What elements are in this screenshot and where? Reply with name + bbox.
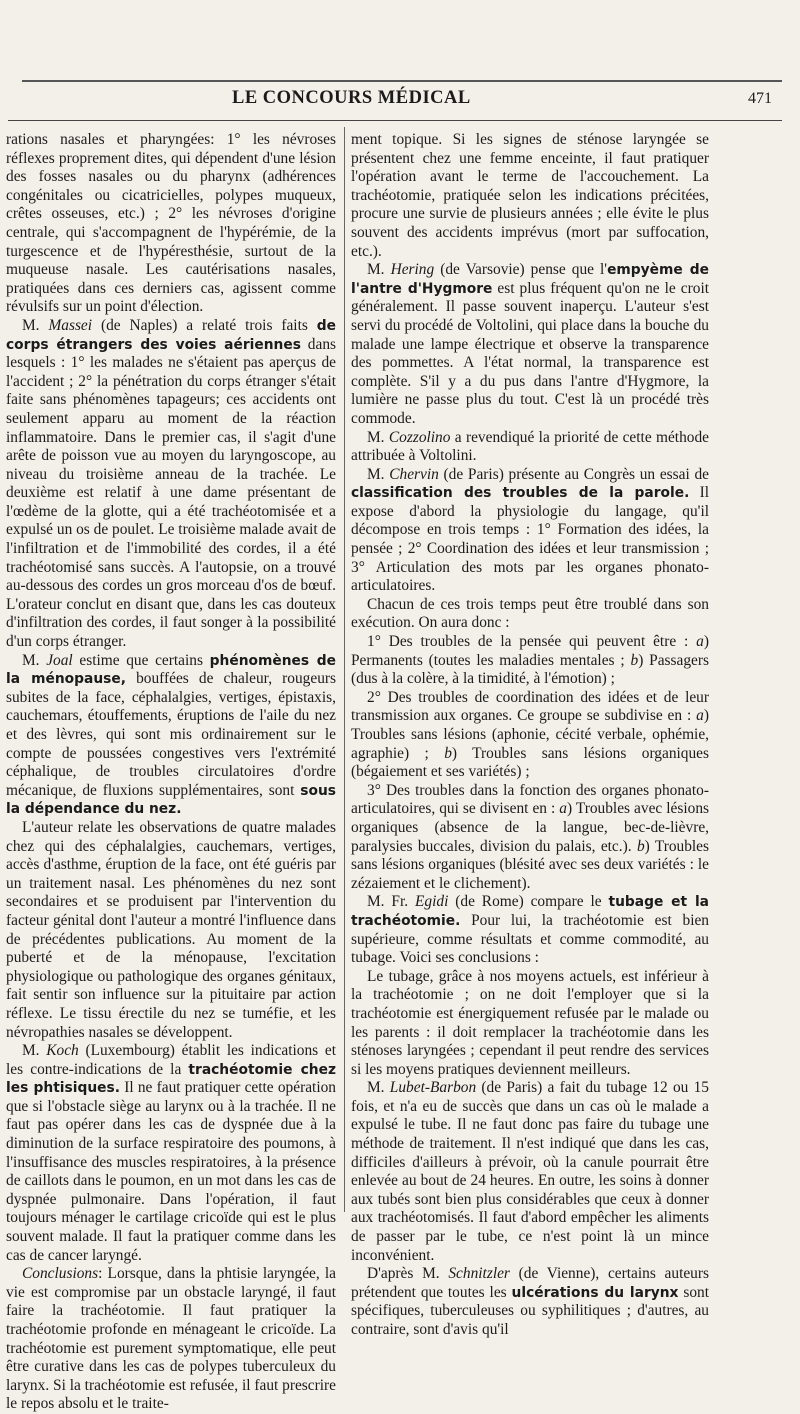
topic-heading: sous la dépendance du nez.	[6, 782, 336, 818]
paragraph-hering: M. Hering (de Varsovie) pense que l'empyème de l'antre d'Hygmore est plus fréquent qu'on ne le croit généralement. Il passe souvent inaperçu. L'auteur s'est servi du procédé de Voltolini, qui place dans la bouche du malade une lampe électrique et observe la transparence des pommettes. A l'état normal, la transparence est complète. S'il y a du pus dans l'antre d'Hygmore, la lumière ne passe plus du tout. C'est là un procédé très commode.	[351, 261, 709, 427]
author-name: Joal	[46, 651, 73, 669]
paragraph-lubet-barbon: M. Lubet-Barbon (de Paris) a fait du tubage 12 ou 15 fois, et n'a eu de succès que dans un cas où le malade a expulsé le tube. Il ne faut donc pas faire du tubage une méthode de traitement. Il n'est indiqué que dans les cas, difficiles d'ailleurs à prévoir, où la canule pourrait être enlevée au bout de 24 heures. En outre, les soins à donner aux tubés sont bien plus considérables que ceux à donner aux trachéotomisés. Il faut d'abord empêcher les aliments de passer par le tube, ce n'est point là un mince inconvénient.	[351, 1079, 709, 1264]
paragraph-three-phases: Chacun de ces trois temps peut être troublé dans son exécution. On aura donc :	[351, 595, 709, 632]
paragraph-thought-troubles: 1° Des troubles de la pensée qui peuvent être : a) Permanents (toutes les maladies mentales ; b) Passagers (dus à la colère, à la timidité, à l'émotion) ;	[351, 633, 709, 688]
paragraph-continuation: ment topique. Si les signes de sténose laryngée se présentent chez une femme enceinte, il faut pratiquer l'opération avant le terme de l'accouchement. La trachéotomie, pratiquée selon les indications précitées, procure une survie de plusieurs années ; elle évite le plus souvent des accidents imprévus (mort par suffocation, etc.).	[351, 131, 709, 260]
paragraph-coordination-troubles: 2° Des troubles de coordination des idées et de leur transmission aux organes. Ce groupe se subdivise en : a) Troubles sans lésions (aphonie, cécité verbale, ophémie, agraphie) ; b) Troubles sans lésions organiques (bégaiement et ses variétés) ;	[351, 688, 710, 781]
author-name: Schnitzler	[448, 1265, 510, 1283]
paragraph-chervin: M. Chervin (de Paris) présente au Congrès un essai de classification des troubles de la parole. Il expose d'abord la physiologie du langage, qu'il décompose en trois temps : 1° Formation des idées, la pensée ; 2° Coordination des idées et leur transmission ; 3° Articulation des mots par les organes phonato-articulatoires.	[351, 465, 709, 595]
paragraph-nasal-neuroses: rations nasales et pharyngées: 1° les névroses réflexes proprement dites, qui dépendent d'une lésion des fosses nasales ou du pharynx (adhérences congénitales ou cicatricielles, polypes muqueux, crêtes osseuses, etc.) ; 2° les névroses d'origine centrale, qui s'accompagnent de l'hypérémie, de la turgescence et de l'hypéresthésie, surtout de la muqueuse nasale. Les cautérisations nasales, pratiquées dans ces derniers cas, agissent comme révulsifs sur un point d'élection.	[6, 131, 336, 316]
paragraph-tubage: Le tubage, grâce à nos moyens actuels, est inférieur à la trachéotomie ; on ne doit l'employer que si la trachéotomie est énergiquement refusée par le malade ou les parents : il doit remplacer la trachéotomie dans les sténoses laryngées ; cependant il peut rendre des services si les moyens pratiques deviennent meilleurs.	[351, 967, 709, 1078]
author-name: Hering	[390, 261, 435, 279]
author-name: Massei	[48, 316, 93, 334]
author-name: Egidi	[415, 893, 449, 911]
topic-heading: trachéotomie chez les phtisiques.	[6, 1061, 336, 1097]
right-column	[351, 131, 709, 1340]
paragraph-schnitzler: D'après M. Schnitzler (de Vienne), certains auteurs prétendent que toutes les ulcérations du larynx sont spécifiques, tuberculeuses ou syphilitiques ; d'autres, au contraire, sont d'avis qu'il	[351, 1265, 709, 1338]
conclusions-label: Conclusions	[22, 1265, 99, 1283]
top-rule	[22, 80, 782, 82]
paragraph-koch: M. Koch (Luxembourg) établit les indications et les contre-indications de la trachéotomie chez les phtisiques. Il ne faut pratiquer cette opération que si l'obstacle siège au larynx ou à la trachée. Il ne faut pas opérer dans les cas de dyspnée due à la diminution de la surface respiratoire des poumons, à l'insuffisance des muscles respiratoires, à la présence de caillots dans le poumon, en un mot dans les cas de dyspnée pulmonaire. Dans l'opération, il faut toujours ménager le cartilage cricoïde qui est le plus souvent malade. Il faut la pratiquer comme dans les cas de cancer laryngé.	[6, 1042, 336, 1264]
left-column	[6, 131, 336, 1414]
author-name: Chervin	[389, 465, 439, 483]
topic-heading: de corps étrangers des voies aériennes	[6, 317, 336, 353]
page-header	[0, 88, 800, 116]
paragraph-observations: L'auteur relate les observations de quatre malades chez qui des céphalalgies, cauchemars, vertiges, accès d'asthme, éruption de la face, ont été guéris par un traitement nasal. Les phénomènes du nez sont secondaires et se produisent par l'intervention du facteur génital dont l'auteur a montré l'influence dans de précédentes publications. Au moment de la puberté et de la ménopause, l'excitation physiologique ou pathologique des organes génitaux, fait sentir son influence sur la pituitaire par action réflexe. Le tissu érectile du nez se tuméfie, et les névropathies nasales se développent.	[6, 818, 336, 1041]
author-name: Koch	[46, 1042, 79, 1060]
author-name: Cozzolino	[388, 428, 451, 446]
paragraph-egidi: M. Fr. Egidi (de Rome) compare le tubage et la trachéotomie. Pour lui, la trachéotomie est bien supérieure, comme résultats et comme commodité, au tubage. Voici ses conclusions :	[351, 893, 709, 967]
author-name: Lubet-Barbon	[389, 1079, 477, 1097]
topic-heading: ulcérations du larynx	[511, 1284, 679, 1301]
page-number: 471	[748, 90, 772, 107]
header-rule	[8, 120, 782, 121]
column-divider	[344, 127, 345, 1212]
topic-heading: phénomènes de la ménopause,	[6, 652, 336, 688]
paragraph-organ-troubles: 3° Des troubles dans la fonction des organes phonato-articulatoires, qui se divisent en : a) Troubles avec lésions organiques (absence de la langue, bec-de-lièvre, paralysies buccales, division du palais, etc.). b) Troubles sans lésions organiques (blésité avec ses deux variétés : le zézaiement et le clichement).	[351, 781, 709, 892]
paragraph-joal: M. Joal estime que certains phénomènes de la ménopause, bouffées de chaleur, rougeurs subites de la face, céphalalgies, vertiges, épistaxis, cauchemars, étouffements, éruptions de l'aile du nez et des lèvres, qui sont mis ordinairement sur le compte de poussées congestives vers l'extrémité céphalique, de troubles circulatoires d'ordre mécanique, de fluxions supplémentaires, sont sous la dépendance du nez.	[6, 651, 337, 818]
topic-heading: classification des troubles de la parole.	[351, 485, 690, 502]
paragraph-conclusions: Conclusions: Lorsque, dans la phtisie laryngée, la vie est compromise par un obstacle laryngé, il faut faire la trachéotomie. Il faut pratiquer la trachéotomie profonde en ménageant le cricoïde. La trachéotomie est purement symptomatique, elle peut être curative dans les cas de polypes tuberculeux du larynx. Si la trachéotomie est refusée, il faut prescrire le repos absolu et le traite-	[6, 1265, 336, 1413]
paragraph-cozzolino: M. Cozzolino a revendiqué la priorité de cette méthode attribuée à Voltolini.	[351, 428, 709, 465]
topic-heading: empyème de l'antre d'Hygmore	[351, 262, 709, 297]
topic-heading: tubage et la trachéotomie.	[351, 894, 709, 929]
paragraph-massei: M. Massei (de Naples) a relaté trois faits de corps étrangers des voies aériennes dans lesquels : 1° les malades ne s'étaient pas aperçus de l'accident ; 2° la pénétration du corps étranger s'était faite sans phénomènes tapageurs; ces accidents ont seulement apparu au moment de la réaction inflammatoire. Dans le premier cas, il s'agit d'une arête de poisson vue au moyen du laryngoscope, au niveau du troisième anneau de la trachée. Le deuxième est relatif à une dame présentant de l'œdème de la glotte, qui a été trachéotomisée et a expulsé un os de poulet. Le troisième malade avait de l'infiltration et de l'immobilité des cordes, il a été trachéotomisé sans succès. A l'autopsie, on a trouvé au-dessous des cordes un gros morceau d'os de bœuf. L'orateur conclut en disant que, dans les cas douteux d'infiltration des cordes, il faut songer à la possibilité d'un corps étranger.	[6, 316, 337, 651]
journal-title: LE CONCOURS MÉDICAL	[232, 88, 471, 108]
